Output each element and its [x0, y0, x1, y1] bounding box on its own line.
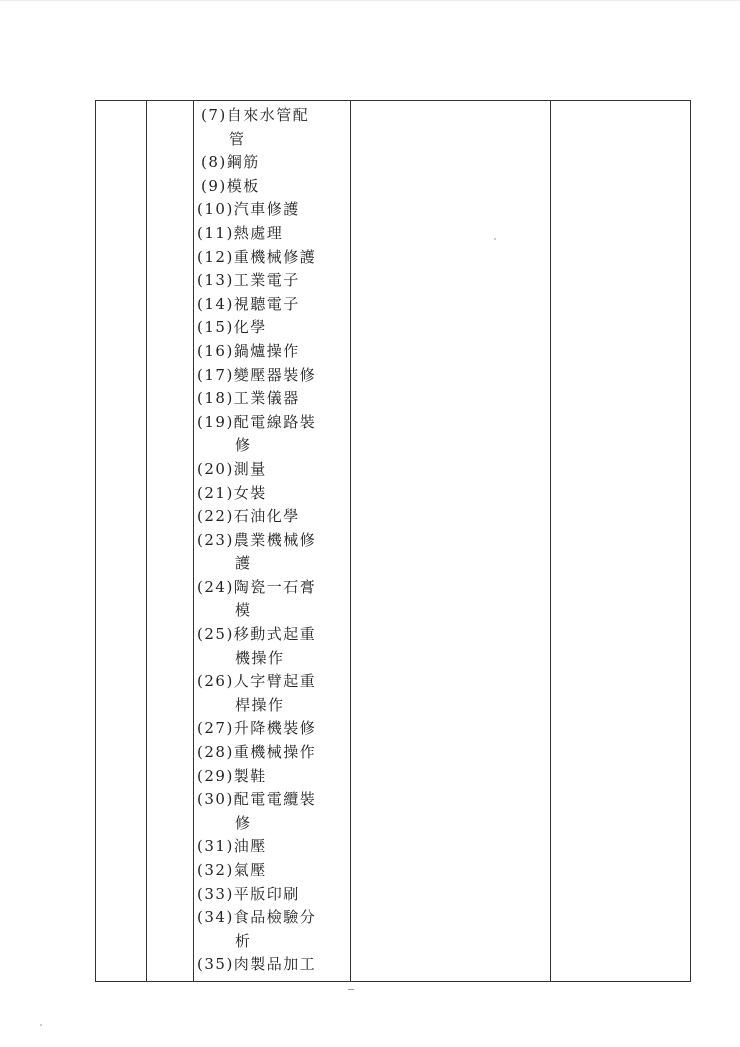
- trade-items-column: [193, 101, 350, 977]
- column-divider: [350, 101, 351, 981]
- item-text: 化學: [233, 318, 267, 337]
- item-text: 製鞋: [233, 766, 267, 785]
- item-text: 工業電子: [233, 271, 300, 290]
- item-text: 工業儀器: [233, 389, 300, 408]
- item-text: 移動式起重: [233, 625, 317, 644]
- list-item: [193, 906, 350, 953]
- column-divider: [550, 101, 551, 981]
- item-text: 升降機裝修: [233, 719, 317, 738]
- item-text: 汽車修護: [233, 200, 300, 219]
- item-text-continued: 修: [235, 436, 252, 455]
- item-number: (17): [197, 365, 234, 384]
- item-text-continued: 模: [235, 601, 252, 620]
- list-item: [193, 788, 350, 835]
- item-text: 鍋爐操作: [233, 341, 300, 360]
- item-number: (30): [197, 790, 234, 809]
- item-text: 平版印刷: [233, 884, 300, 903]
- item-number: (34): [197, 908, 234, 927]
- item-text: 石油化學: [233, 507, 300, 526]
- list-item: [193, 835, 350, 859]
- item-text: 氣壓: [233, 861, 267, 879]
- list-item: [193, 340, 350, 364]
- scan-speck: [494, 238, 496, 240]
- list-item: [193, 269, 350, 293]
- item-number: (24): [197, 577, 234, 596]
- item-text: 自來水管配: [226, 106, 310, 124]
- item-number: (18): [197, 389, 234, 408]
- list-item: [193, 293, 350, 317]
- item-text: 鋼筋: [226, 153, 260, 172]
- item-number: (31): [197, 837, 234, 856]
- list-item: [193, 364, 350, 388]
- item-number: (21): [197, 483, 234, 502]
- item-number: (32): [197, 861, 234, 879]
- item-text: 油壓: [233, 837, 267, 856]
- item-number: (28): [197, 743, 234, 762]
- document-table: [95, 100, 691, 982]
- item-number: (33): [197, 884, 234, 903]
- list-item: [193, 104, 350, 151]
- item-number: (19): [197, 412, 234, 431]
- item-text: 人字臂起重: [233, 672, 317, 691]
- item-number: (27): [197, 719, 234, 738]
- list-item: [193, 482, 350, 506]
- item-number: (10): [197, 200, 234, 219]
- item-text: 模板: [226, 176, 260, 195]
- item-number: (7): [201, 106, 227, 124]
- item-number: (35): [197, 955, 234, 974]
- list-item: [193, 576, 350, 623]
- item-text-continued: 修: [235, 813, 252, 832]
- item-text-continued: 機操作: [235, 648, 285, 667]
- item-text: 女裝: [233, 483, 267, 502]
- item-text-continued: 析: [235, 931, 252, 950]
- item-text: 重機械操作: [233, 743, 317, 762]
- item-text: 配電線路裝: [233, 412, 317, 431]
- item-number: (14): [197, 294, 234, 313]
- item-number: (8): [201, 153, 227, 172]
- item-text: 視聽電子: [233, 294, 300, 313]
- item-text: 陶瓷一石膏: [233, 577, 317, 596]
- list-item: [193, 246, 350, 270]
- item-text: 熱處理: [233, 223, 284, 242]
- page-mark: [348, 989, 354, 990]
- list-item: [193, 411, 350, 458]
- list-item: [193, 623, 350, 670]
- list-item: [193, 953, 350, 977]
- list-item: [193, 883, 350, 907]
- item-text-continued: 桿操作: [235, 695, 285, 714]
- item-text: 肉製品加工: [233, 955, 317, 974]
- list-item: [193, 387, 350, 411]
- item-number: (16): [197, 341, 234, 360]
- list-item: [193, 222, 350, 246]
- item-text: 變壓器裝修: [233, 365, 317, 384]
- list-item: [193, 458, 350, 482]
- item-number: (9): [201, 176, 227, 195]
- list-item: [193, 670, 350, 717]
- list-item: [193, 859, 350, 883]
- item-number: (26): [197, 672, 234, 691]
- item-number: (29): [197, 766, 234, 785]
- item-text: 測量: [233, 459, 267, 478]
- item-text: 食品檢驗分: [233, 908, 317, 927]
- item-number: (11): [197, 223, 234, 242]
- list-item: [193, 198, 350, 222]
- scan-speck: [40, 1024, 42, 1026]
- list-item: [193, 717, 350, 741]
- list-item: [193, 741, 350, 765]
- item-number: (25): [197, 625, 234, 644]
- list-item: [193, 765, 350, 789]
- item-text-continued: 護: [235, 554, 252, 573]
- item-text: 農業機械修: [233, 530, 317, 549]
- item-number: (12): [197, 247, 234, 266]
- item-number: (22): [197, 507, 234, 526]
- item-number: (13): [197, 271, 234, 290]
- list-item: [193, 505, 350, 529]
- list-item: [193, 175, 350, 199]
- item-number: (23): [197, 530, 234, 549]
- list-item: [193, 529, 350, 576]
- list-item: [193, 151, 350, 175]
- list-item: [193, 316, 350, 340]
- item-number: (15): [197, 318, 234, 337]
- item-text: 配電電纜裝: [233, 790, 317, 809]
- item-number: (20): [197, 459, 234, 478]
- item-text: 重機械修護: [233, 247, 317, 266]
- item-text-continued: 管: [229, 129, 246, 148]
- column-divider: [146, 101, 147, 981]
